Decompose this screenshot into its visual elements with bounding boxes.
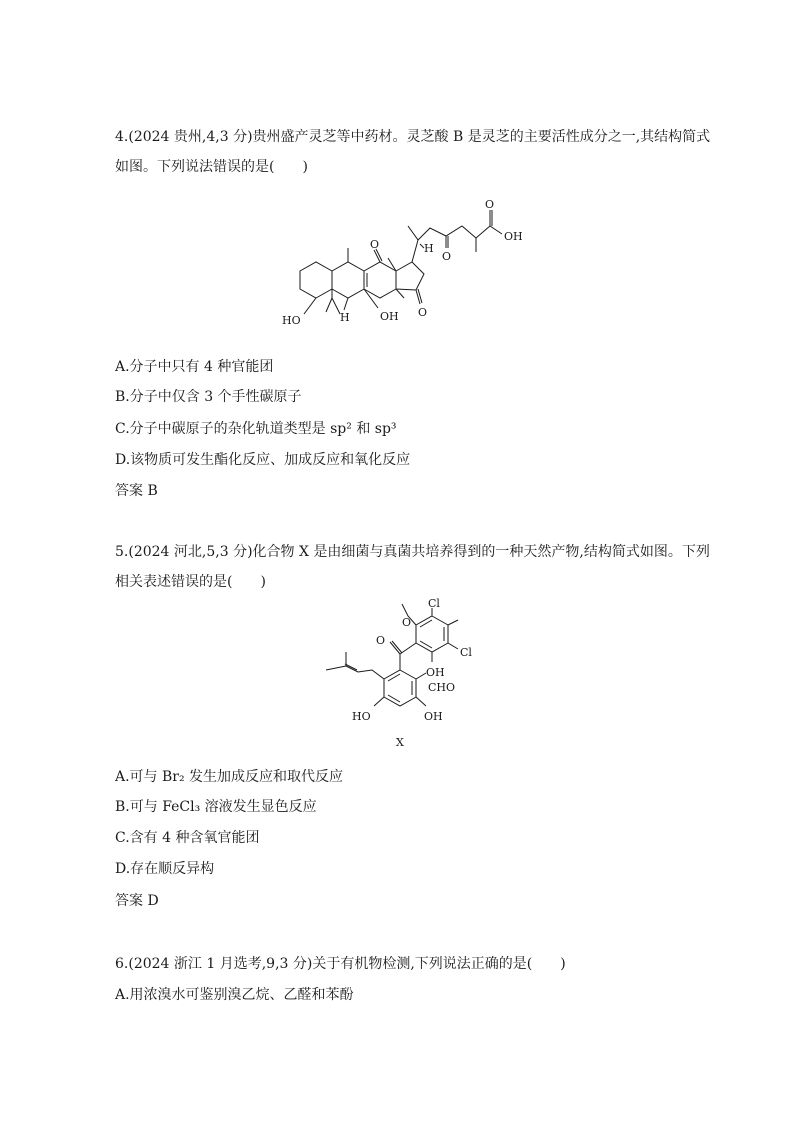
ring-a <box>300 262 332 298</box>
q4-stem-line1: 4.(2024 贵州,4,3 分)贵州盛产灵芝等中药材。灵芝酸 B 是灵芝的主要活性成分之一,其结构简式 <box>115 129 711 145</box>
q6-option-a: A.用浓溴水可鉴别溴乙烷、乙醛和苯酚 <box>115 987 354 1003</box>
c11-o-label: O <box>370 238 380 251</box>
ring-c <box>364 262 396 298</box>
acid-oh-label: OH <box>504 230 523 243</box>
carbonyl-o-label: O <box>376 634 386 647</box>
lower-left-ho-label: HO <box>352 710 371 723</box>
ring-d <box>396 262 424 290</box>
c5-h-label: H <box>340 311 350 324</box>
upper-benzene-ring <box>416 616 448 652</box>
q4-option-a: A.分子中只有 4 种官能团 <box>115 359 274 375</box>
cl-right-label: Cl <box>460 646 472 659</box>
q4-answer: 答案 B <box>115 483 158 499</box>
q4-stem-line2: 如图。下列说法错误的是( ) <box>115 159 308 175</box>
q6-stem-line1: 6.(2024 浙江 1 月选考,9,3 分)关于有机物检测,下列说法正确的是( ) <box>115 956 566 972</box>
c3-ho-label: HO <box>282 314 301 327</box>
lower-right-oh-label: OH <box>424 710 443 723</box>
acid-carbonyl-o-label: O <box>485 198 495 211</box>
q5-structure-figure <box>310 596 500 756</box>
q5-option-a: A.可与 Br₂ 发生加成反应和取代反应 <box>115 769 344 785</box>
q5-option-c: C.含有 4 种含氧官能团 <box>115 830 260 846</box>
q4-option-c: C.分子中碳原子的杂化轨道类型是 sp² 和 sp³ <box>115 421 397 437</box>
methoxy-o-label: O <box>402 616 412 629</box>
ring-b <box>332 262 364 298</box>
cl-top-label: Cl <box>428 597 440 610</box>
q4-structure-figure <box>270 190 530 340</box>
c23-o-label: O <box>442 250 452 263</box>
cho-label: CHO <box>428 681 456 694</box>
q4-option-b: B.分子中仅含 3 个手性碳原子 <box>115 389 302 405</box>
q5-option-b: B.可与 FeCl₃ 溶液发生显色反应 <box>115 799 317 815</box>
compound-x-structure <box>310 596 500 756</box>
q5-answer: 答案 D <box>115 893 159 909</box>
lower-benzene-ring <box>384 670 416 706</box>
q5-option-d: D.存在顺反异构 <box>115 861 215 877</box>
c17-h-label: H <box>424 242 434 255</box>
compound-x-label: X <box>396 736 404 749</box>
q5-stem-line1: 5.(2024 河北,5,3 分)化合物 X 是由细菌与真菌共培养得到的一种天然产物,结构简式如图。下列 <box>115 544 710 560</box>
c15-o-label: O <box>418 306 428 319</box>
q4-option-d: D.该物质可发生酯化反应、加成反应和氧化反应 <box>115 452 411 468</box>
ganoderic-acid-b-structure <box>270 190 530 340</box>
c7-oh-label: OH <box>380 310 399 323</box>
upper-oh-label: OH <box>426 666 445 679</box>
q5-stem-line2: 相关表述错误的是( ) <box>115 574 266 590</box>
